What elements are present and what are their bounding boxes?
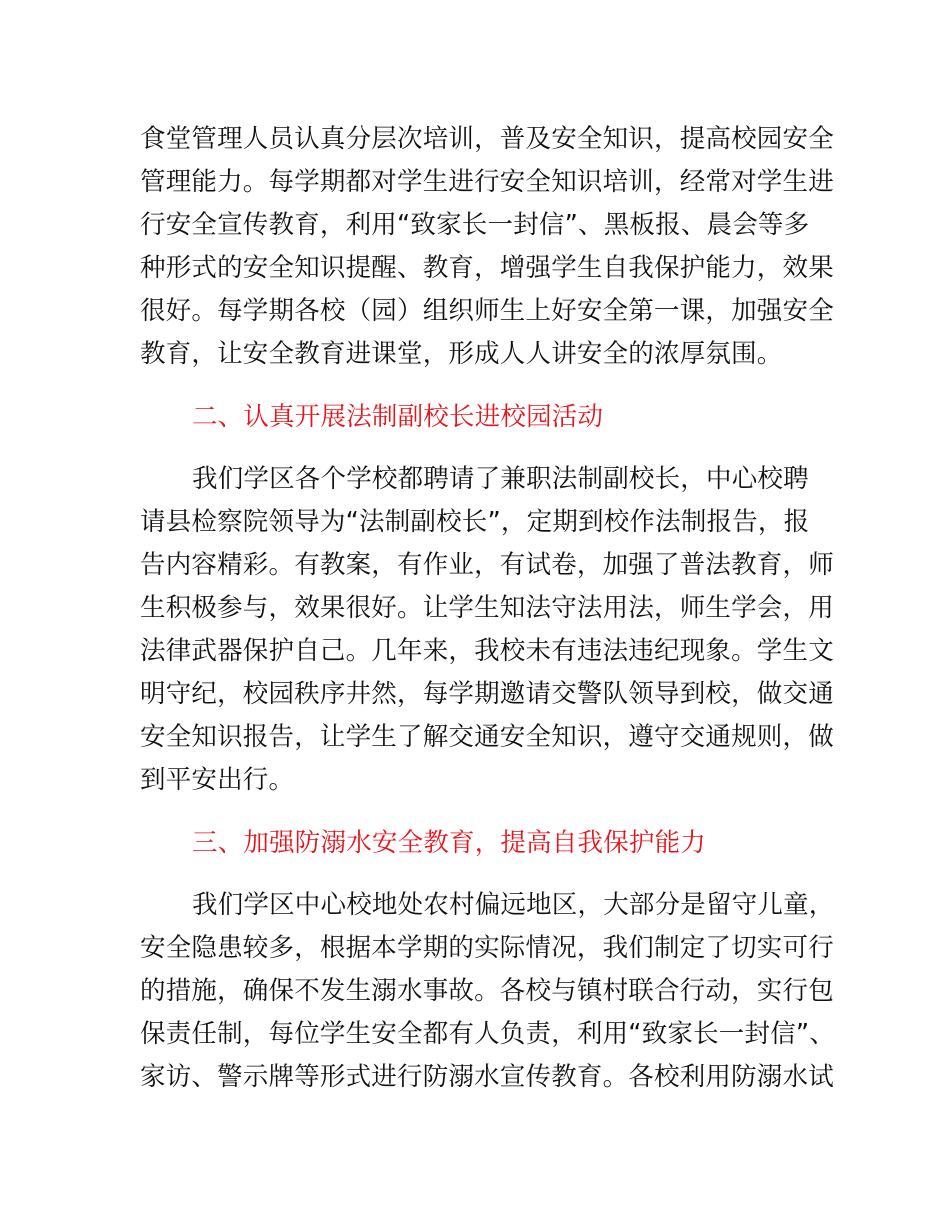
paragraph-line: 告内容精彩。有教案，有作业，有试卷，加强了普法教育，师 — [140, 550, 834, 580]
paragraph-line: 到平安出行。 — [140, 765, 295, 795]
paragraph-line: 安全隐患较多，根据本学期的实际情况，我们制定了切实可行 — [140, 933, 834, 963]
paragraph-line: 行安全宣传教育，利用“致家长一封信”、黑板报、晨会等多 — [140, 210, 810, 240]
paragraph-line: 我们学区各个学校都聘请了兼职法制副校长，中心校聘 — [192, 464, 809, 494]
paragraph-line: 明守纪，校园秩序井然，每学期邀请交警队领导到校，做交通 — [140, 679, 834, 709]
paragraph-drowning-safety — [140, 884, 836, 1099]
paragraph-line: 法律武器保护自己。几年来，我校未有违法违纪现象。学生文 — [140, 636, 834, 666]
paragraph-line: 的措施，确保不发生溺水事故。各校与镇村联合行动，实行包 — [140, 976, 834, 1006]
paragraph-safety-training — [140, 118, 834, 376]
paragraph-line: 很好。每学期各校（园）组织师生上好安全第一课，加强安全 — [140, 296, 834, 326]
paragraph-line: 管理能力。每学期都对学生进行安全知识培训，经常对学生进 — [140, 167, 834, 197]
paragraph-line: 我们学区中心校地处农村偏远地区，大部分是留守儿童， — [192, 890, 835, 920]
paragraph-line: 种形式的安全知识提醒、教育，增强学生自我保护能力，效果 — [140, 253, 834, 283]
section-heading-legal-vice-principal: 二、认真开展法制副校长进校园活动 — [192, 402, 604, 432]
paragraph-line: 请县检察院领导为“法制副校长”，定期到校作法制报告，报 — [140, 507, 810, 537]
section-heading-drowning-prevention: 三、加强防溺水安全教育，提高自我保护能力 — [192, 828, 707, 858]
paragraph-line: 食堂管理人员认真分层次培训，普及安全知识，提高校园安全 — [140, 124, 834, 154]
paragraph-legal-education — [140, 458, 834, 802]
paragraph-line: 安全知识报告，让学生了解交通安全知识，遵守交通规则，做 — [140, 722, 834, 752]
paragraph-line: 教育，让安全教育进课堂，形成人人讲安全的浓厚氛围。 — [140, 339, 783, 369]
paragraph-line: 家访、警示牌等形式进行防溺水宣传教育。各校利用防溺水试 — [140, 1062, 834, 1092]
paragraph-line: 保责任制，每位学生安全都有人负责，利用“致家长一封信”、 — [140, 1019, 836, 1049]
paragraph-line: 生积极参与，效果很好。让学生知法守法用法，师生学会，用 — [140, 593, 834, 623]
